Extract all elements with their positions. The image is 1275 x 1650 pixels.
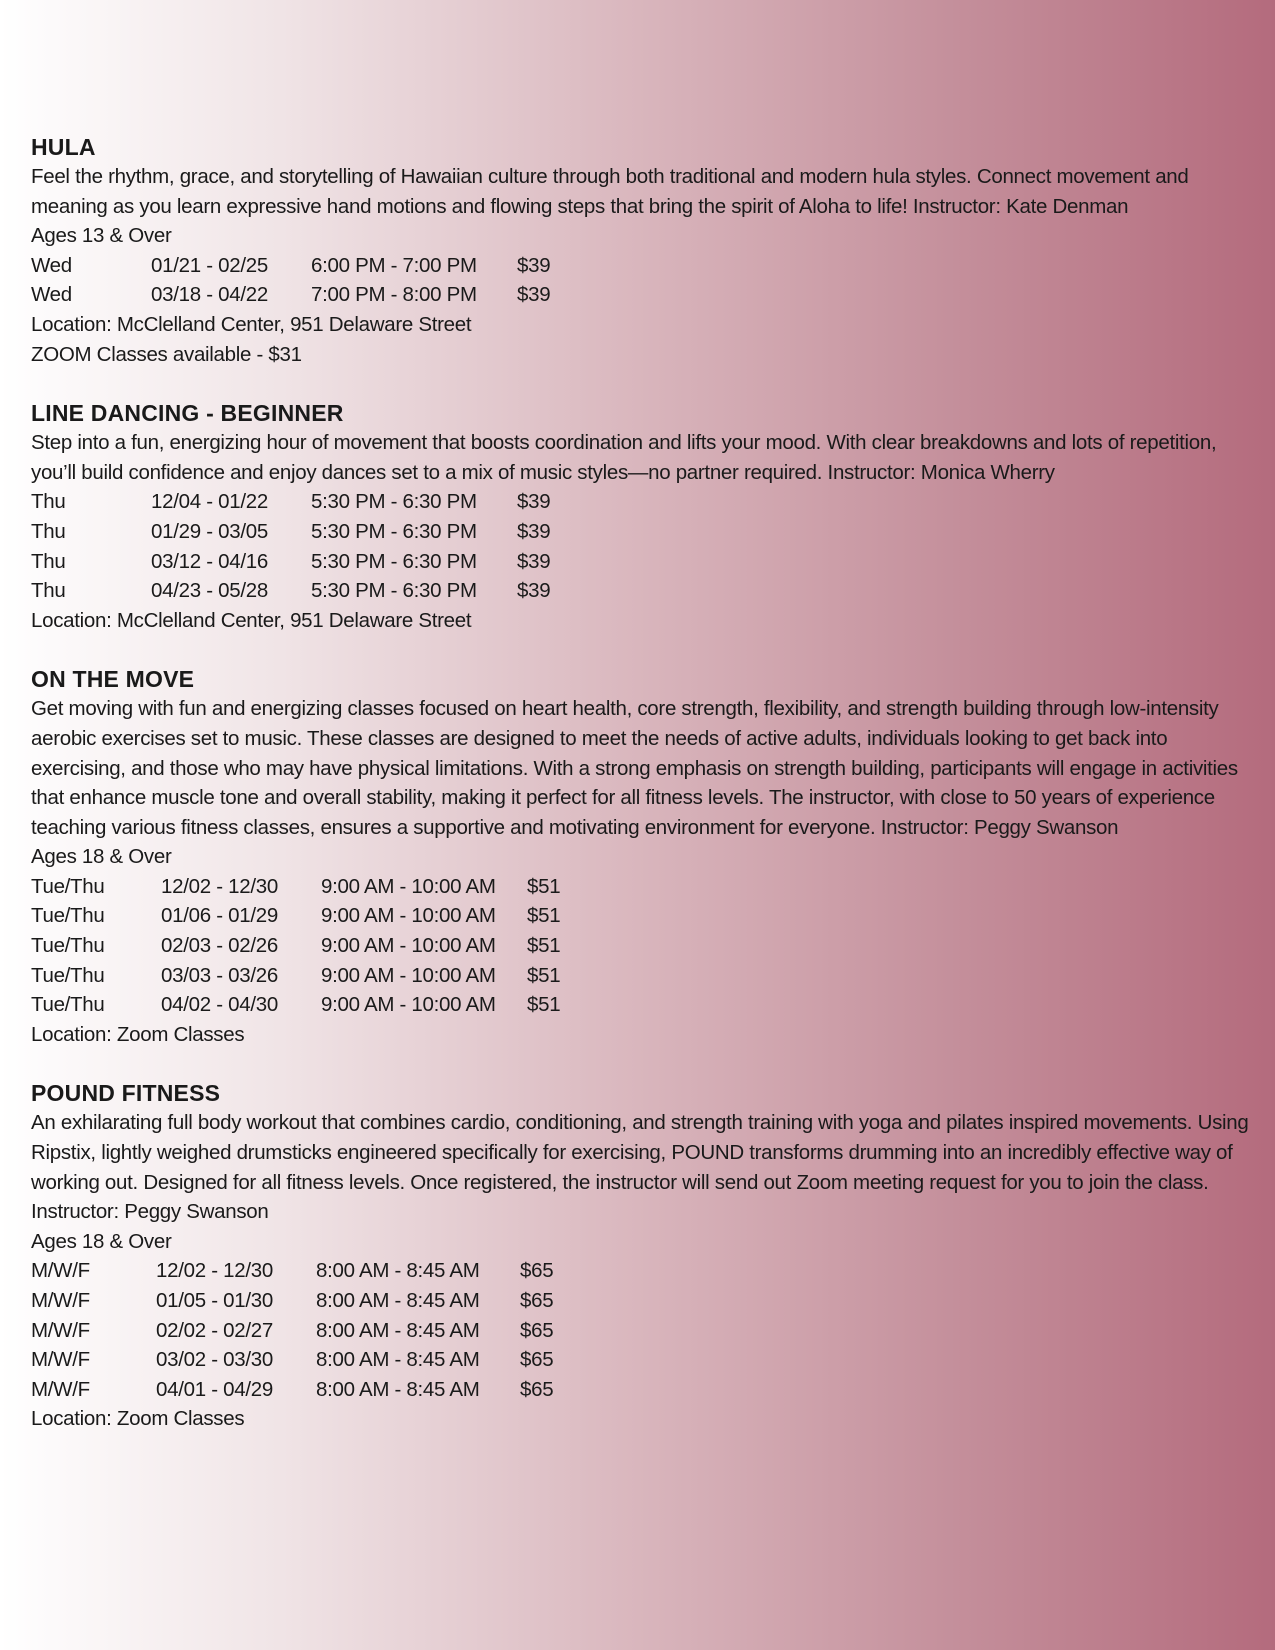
- schedule-price: $65: [520, 1348, 554, 1372]
- schedule-day: Tue/Thu: [31, 874, 105, 898]
- schedule-price: $51: [527, 993, 561, 1017]
- schedule-day: Tue/Thu: [31, 904, 105, 928]
- schedule-price: $51: [527, 963, 561, 987]
- schedule-row: [31, 931, 1256, 961]
- section-hula: [31, 132, 1256, 369]
- schedule-dates: 01/21 - 02/25: [151, 253, 268, 277]
- schedule-time: 8:00 AM - 8:45 AM: [316, 1289, 480, 1312]
- schedule-row: [31, 576, 1256, 606]
- schedule-price: $39: [517, 549, 551, 573]
- section-title: HULA: [31, 134, 96, 160]
- schedule-row: [31, 1286, 1256, 1316]
- schedule-time: 8:00 AM - 8:45 AM: [316, 1259, 480, 1283]
- schedule-time: 5:30 PM - 6:30 PM: [311, 490, 477, 514]
- schedule-dates: 04/02 - 04/30: [161, 993, 278, 1017]
- schedule-dates: 02/03 - 02/26: [161, 934, 278, 958]
- schedule-dates: 03/18 - 04/22: [151, 283, 268, 307]
- schedule-day: Thu: [31, 579, 66, 603]
- schedule-price: $39: [517, 253, 551, 277]
- schedule-time: 5:30 PM - 6:30 PM: [311, 549, 477, 573]
- schedule-price: $51: [527, 934, 561, 958]
- section-pound-fitness: [31, 1078, 1256, 1434]
- schedule-row: [31, 280, 1256, 310]
- schedule-time: 7:00 PM - 8:00 PM: [311, 283, 477, 307]
- schedule-price: $51: [527, 904, 561, 928]
- schedule-time: 6:00 PM - 7:00 PM: [311, 253, 477, 277]
- schedule-dates: 12/02 - 12/30: [156, 1259, 273, 1283]
- schedule-day: Wed: [31, 283, 72, 307]
- section-title: POUND FITNESS: [31, 1080, 221, 1107]
- zoom-note: ZOOM Classes available - $31: [31, 342, 302, 366]
- schedule-price: $51: [527, 874, 561, 898]
- schedule-price: $65: [520, 1318, 554, 1342]
- section-line-dancing: [31, 398, 1256, 635]
- schedule-time: 5:30 PM - 6:30 PM: [311, 579, 477, 603]
- schedule-row: [31, 1345, 1256, 1375]
- age-requirement: Ages 18 & Over: [31, 845, 172, 869]
- schedule-day: Thu: [31, 519, 66, 543]
- schedule-price: $39: [517, 490, 551, 514]
- schedule-time: 9:00 AM - 10:00 AM: [321, 874, 496, 898]
- schedule-day: Tue/Thu: [31, 934, 105, 958]
- schedule-price: $65: [520, 1289, 554, 1312]
- schedule-dates: 01/05 - 01/30: [156, 1289, 273, 1312]
- schedule-day: Thu: [31, 490, 66, 514]
- age-requirement: Ages 18 & Over: [31, 1229, 172, 1253]
- schedule-price: $39: [517, 579, 551, 603]
- location: Location: McClelland Center, 951 Delaware Street: [31, 608, 472, 632]
- section-title: LINE DANCING - BEGINNER: [31, 400, 344, 427]
- schedule-day: M/W/F: [31, 1318, 90, 1342]
- schedule-time: 8:00 AM - 8:45 AM: [316, 1348, 480, 1372]
- schedule-price: $39: [517, 519, 551, 543]
- schedule-time: 9:00 AM - 10:00 AM: [321, 963, 496, 987]
- schedule-dates: 12/02 - 12/30: [161, 874, 278, 898]
- schedule-dates: 01/29 - 03/05: [151, 519, 268, 543]
- schedule-time: 5:30 PM - 6:30 PM: [311, 519, 477, 543]
- schedule-row: [31, 1316, 1256, 1346]
- schedule-day: M/W/F: [31, 1377, 90, 1401]
- schedule-row: [31, 517, 1256, 547]
- section-description: Step into a fun, energizing hour of movement that boosts coordination and lifts your mood. With clear breakdowns and lots of repetition, you’ll build confidence and enjoy dances set to a mix of music styles—no partner required. Instructor: Monica Wherry: [31, 431, 1217, 484]
- schedule-row: [31, 1256, 1256, 1286]
- schedule-time: 8:00 AM - 8:45 AM: [316, 1377, 480, 1401]
- schedule-row: [31, 990, 1256, 1020]
- schedule-day: Thu: [31, 549, 66, 573]
- schedule-price: $39: [517, 283, 551, 307]
- schedule-dates: 04/23 - 05/28: [151, 579, 268, 603]
- section-description: Get moving with fun and energizing classes focused on heart health, core strength, flexibility, and strength building through low-intensity aerobic exercises set to music. These classes are designed to meet the needs of active adults, individuals looking to get back into exercising, and those who may have physical limitations. With a strong emphasis on strength building, participants will engage in activities that enhance muscle tone and overall stability, making it perfect for all fitness levels. The instructor, with close to 50 years of experience teaching various fitness classes, ensures a supportive and motivating environment for everyone. Instructor: Peggy Swanson: [31, 697, 1238, 839]
- schedule-dates: 03/12 - 04/16: [151, 549, 268, 573]
- schedule-row: [31, 961, 1256, 991]
- schedule-dates: 02/02 - 02/27: [156, 1318, 273, 1342]
- schedule-day: Tue/Thu: [31, 963, 105, 987]
- section-title: ON THE MOVE: [31, 666, 195, 693]
- section-on-the-move: [31, 664, 1256, 1049]
- schedule-row: [31, 547, 1256, 577]
- section-description: Feel the rhythm, grace, and storytelling of Hawaiian culture through both traditional and modern hula styles. Connect movement and meaning as you learn expressive hand motions and flowing steps that bring the spirit of Aloha to life! Instructor: Kate Denman: [31, 165, 1189, 218]
- schedule-dates: 03/02 - 03/30: [156, 1348, 273, 1372]
- schedule-dates: 04/01 - 04/29: [156, 1377, 273, 1401]
- schedule-price: $65: [520, 1259, 554, 1283]
- schedule-time: 9:00 AM - 10:00 AM: [321, 993, 496, 1017]
- section-description: An exhilarating full body workout that combines cardio, conditioning, and strength training with yoga and pilates inspired movements. Using Ripstix, lightly weighed drumsticks engineered specifically for exercising, POUND transforms drumming into an incredibly effective way of working out. Designed for all fitness levels. Once registered, the instructor will send out Zoom meeting request for you to join the class. Instructor: Peggy Swanson: [31, 1111, 1249, 1224]
- schedule-dates: 01/06 - 01/29: [161, 904, 278, 928]
- schedule-time: 9:00 AM - 10:00 AM: [321, 904, 496, 928]
- schedule-day: Tue/Thu: [31, 993, 105, 1017]
- schedule-time: 9:00 AM - 10:00 AM: [321, 934, 496, 958]
- schedule-dates: 03/03 - 03/26: [161, 963, 278, 987]
- schedule-row: [31, 872, 1256, 902]
- schedule-day: M/W/F: [31, 1348, 90, 1372]
- schedule-day: Wed: [31, 253, 72, 277]
- schedule-day: M/W/F: [31, 1259, 90, 1283]
- schedule-row: [31, 487, 1256, 517]
- location: Location: Zoom Classes: [31, 1407, 245, 1431]
- schedule-row: [31, 1375, 1256, 1405]
- location: Location: McClelland Center, 951 Delaware Street: [31, 312, 472, 336]
- class-listing-page: [31, 132, 1256, 1463]
- schedule-time: 8:00 AM - 8:45 AM: [316, 1318, 480, 1342]
- schedule-price: $65: [520, 1377, 554, 1401]
- age-requirement: Ages 13 & Over: [31, 224, 172, 248]
- schedule-dates: 12/04 - 01/22: [151, 490, 268, 514]
- schedule-day: M/W/F: [31, 1289, 90, 1312]
- location: Location: Zoom Classes: [31, 1022, 245, 1046]
- schedule-row: [31, 901, 1256, 931]
- schedule-row: [31, 251, 1256, 281]
